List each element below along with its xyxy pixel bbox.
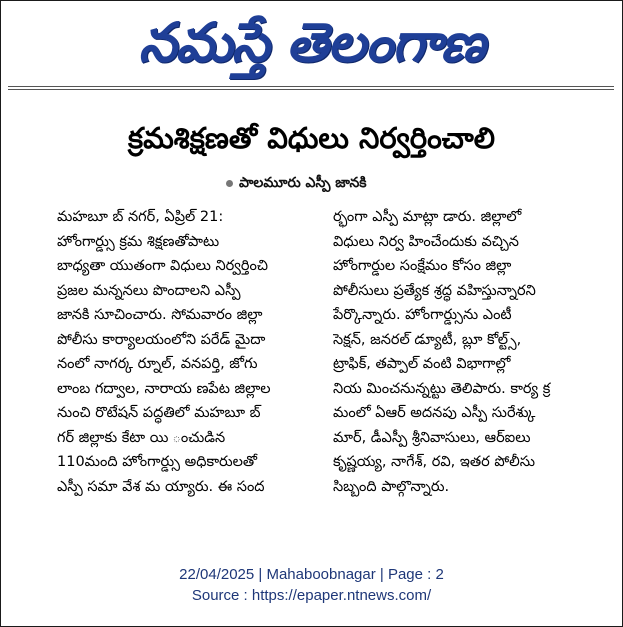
article-line: గర్ జిల్లాకు కేటా యి ంచుడిన bbox=[57, 429, 226, 446]
article-column-left bbox=[57, 205, 319, 499]
article-line: బాధ్యతా యుతంగా విధులు నిర్వర్తించి bbox=[57, 258, 268, 274]
article-line: పోలీసు కార్యాలయంలోని పరేడ్ మైదా bbox=[57, 331, 266, 348]
article-line: కృష్ణయ్య, నాగేశ్, రవి, ఇతర పోలీసు bbox=[333, 454, 535, 470]
article-line: నుంచి రొటేషన్ పద్ధతిలో మహబూ బ్ bbox=[57, 405, 261, 421]
article-line: నియ మించనున్నట్టు తెలిపారు. కార్య క్ర bbox=[333, 380, 551, 397]
masthead-rule bbox=[8, 86, 614, 87]
article-line: మహబూ బ్ నగర్, ఏప్రిల్ 21: bbox=[57, 209, 224, 225]
article-line: హోంగార్డుల సంక్షేమం కోసం జిల్లా bbox=[333, 258, 512, 274]
article-line: మార్, డీఎస్పీ శ్రీనివాసులు, ఆర్ఐలు bbox=[333, 429, 531, 446]
article-line: ర్భంగా ఎస్పీ మాట్లా డారు. జిల్లాలో bbox=[333, 209, 522, 225]
article-line: సెక్షన్, జనరల్ డ్యూటీ, బ్లూ కోల్ట్స్, bbox=[333, 331, 522, 348]
article-line: పేర్కొన్నారు. హోంగార్డ్సును ఎంటీ bbox=[333, 307, 512, 323]
article-line: జానకి సూచించారు. సోమవారం జిల్లా bbox=[57, 307, 263, 323]
newspaper-masthead: నమస్తే తెలంగాణ bbox=[138, 11, 485, 74]
article-headline: క్రమశిక్షణతో విధులు నిర్వర్తించాలి bbox=[127, 121, 496, 155]
article-line: ట్రాఫిక్, తప్పాల్ వంటి విభాగాల్లో bbox=[333, 356, 511, 372]
article-line: విధులు నిర్వ హించేందుకు వచ్చిన bbox=[333, 233, 519, 250]
article-line: లాంబ గద్వాల, నారాయ ణపేట జిల్లాల bbox=[57, 380, 271, 397]
article-line: 110మంది హోంగార్డ్సు అధికారులతో bbox=[57, 454, 258, 470]
byline-text: పాలమూరు ఎస్పీ జానకి bbox=[239, 175, 367, 191]
article-line: మంలో ఏఆర్ అదనపు ఎస్పీ సురేశ్కు bbox=[333, 405, 536, 421]
article-column-right bbox=[333, 205, 595, 499]
byline bbox=[226, 173, 367, 193]
article-line: సిబ్బంది పాల్గొన్నారు. bbox=[333, 478, 450, 495]
article-line: హోంగార్డ్సు క్రమ శిక్షణతోపాటు bbox=[57, 233, 220, 250]
article-line: ఎస్పీ సమా వేశ మ య్యారు. ఈ సంద bbox=[57, 478, 265, 495]
source-link[interactable]: Source : https://epaper.ntnews.com/ bbox=[191, 587, 432, 604]
edition-info: 22/04/2025 | Mahaboobnagar | Page : 2 bbox=[179, 566, 444, 583]
masthead-rule-2 bbox=[8, 89, 614, 90]
article-line: పోలీసులు ప్రత్యేక శ్రద్ధ వహిస్తున్నారని bbox=[333, 282, 536, 299]
article-line: నంలో నాగర్క ర్నూల్, వనపర్తి, జోగు bbox=[57, 356, 258, 372]
bullet-icon bbox=[226, 180, 233, 187]
article-line: ప్రజల మన్ననలు పొందాలని ఎస్పీ bbox=[57, 282, 241, 299]
